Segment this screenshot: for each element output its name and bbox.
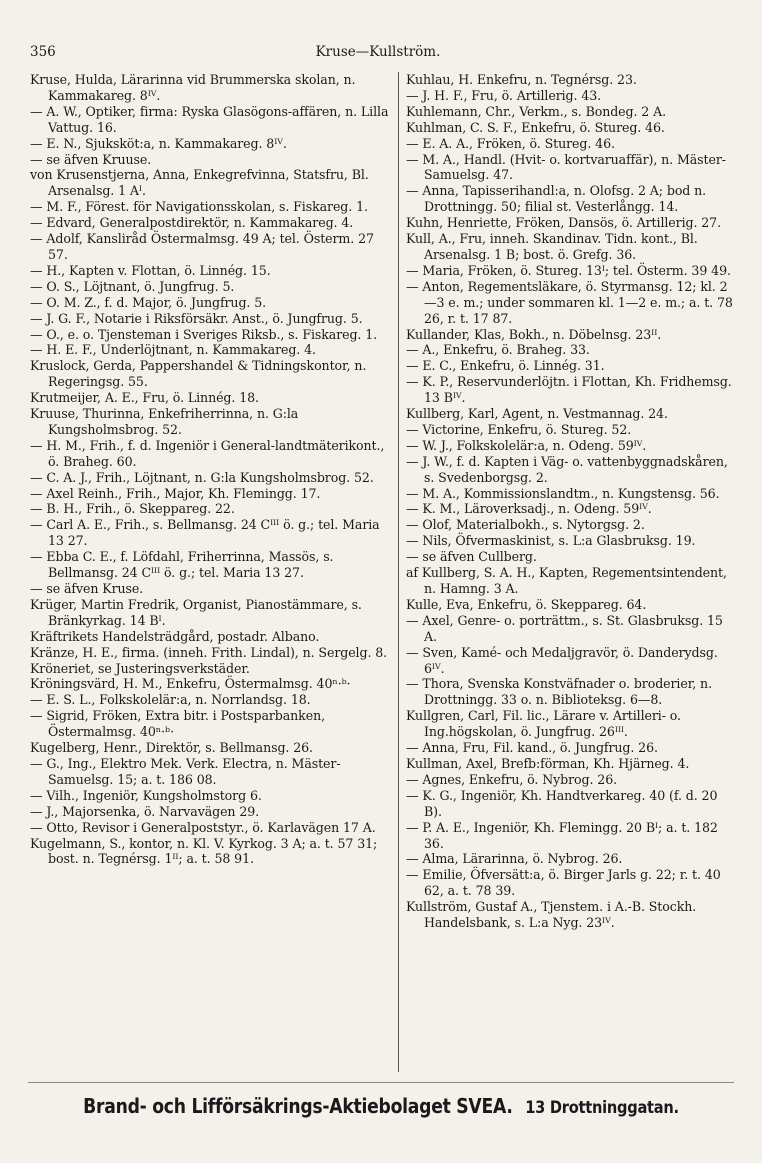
directory-entry: Krutmeijer, A. E., Fru, ö. Linnég. 18. <box>30 390 259 406</box>
column-divider <box>398 72 399 1072</box>
right-column <box>406 72 736 931</box>
directory-entry: — M. F., Förest. för Navigationsskolan, s. Fiskareg. 1. <box>30 199 368 215</box>
directory-entry: Kuhlman, C. S. F., Enkefru, ö. Stureg. 46. <box>406 119 665 135</box>
advertisement-address: 13 Drottninggatan. <box>525 1098 679 1118</box>
directory-entry: — A. W., Optiker, firma: Ryska Glasögons-affären, n. Lilla Vattug. 16. <box>30 103 389 135</box>
directory-entry: Kuhlemann, Chr., Verkm., s. Bondeg. 2 A. <box>406 103 667 119</box>
directory-entry: — Nils, Öfvermaskinist, s. L:a Glasbruksg. 19. <box>406 533 696 549</box>
directory-entry: — B. H., Frih., ö. Skeppareg. 22. <box>30 501 235 517</box>
directory-entry: — M. A., Kommissionslandtm., n. Kungstensg. 56. <box>406 485 720 501</box>
directory-entry: — Emilie, Öfversätt:a, ö. Birger Jarls g. 22; r. t. 40 62, a. t. 78 39. <box>406 867 721 899</box>
directory-entry: — A., Enkefru, ö. Braheg. 33. <box>406 342 590 358</box>
directory-entry: Kull, A., Fru, inneh. Skandinav. Tidn. kont., Bl. Arsenalsg. 1 B; bost. ö. Grefg. 36. <box>406 231 698 262</box>
directory-entry: Kugelberg, Henr., Direktör, s. Bellmansg. 26. <box>30 740 313 756</box>
directory-entry: — se äfven Cullberg. <box>406 549 537 565</box>
directory-entry: — J., Majorsenka, ö. Narvavägen 29. <box>30 803 260 819</box>
directory-entry: — Anna, Fru, Fil. kand., ö. Jungfrug. 26. <box>406 740 658 756</box>
directory-entry: — Victorine, Enkefru, ö. Stureg. 52. <box>406 421 632 437</box>
directory-entry: Kruse, Hulda, Lärarinna vid Brummerska skolan, n. Kammakareg. 8ᴵⱽ. <box>30 72 356 103</box>
advertisement-banner <box>53 1094 708 1118</box>
directory-entry: — Adolf, Kansliråd Östermalmsg. 49 A; tel. Österm. 27 57. <box>30 231 374 262</box>
directory-entry: — H. E. F., Underlöjtnant, n. Kammakareg. 4. <box>30 342 316 358</box>
directory-entry: Kulle, Eva, Enkefru, ö. Skeppareg. 64. <box>406 596 647 612</box>
directory-entry: — Thora, Svenska Konstväfnader o. broderier, n. Drottningg. 33 o. n. Biblioteksg. 6—8. <box>406 676 712 708</box>
directory-entry: — Olof, Materialbokh., s. Nytorgsg. 2. <box>406 517 645 533</box>
directory-entry: Kullgren, Carl, Fil. lic., Lärare v. Artilleri- o. Ing.högskolan, ö. Jungfrug. 26ᴵᴵᴵ. <box>406 708 681 740</box>
directory-entry: — Alma, Lärarinna, ö. Nybrog. 26. <box>406 851 623 867</box>
directory-entry: Kruslock, Gerda, Pappershandel & Tidningskontor, n. Regeringsg. 55. <box>30 358 367 390</box>
directory-entry: — E. C., Enkefru, ö. Linnég. 31. <box>406 358 605 374</box>
directory-entry: — Edvard, Generalpostdirektör, n. Kammakareg. 4. <box>30 215 354 231</box>
directory-entry: Kröningsvärd, H. M., Enkefru, Östermalmsg. 40ⁿ·ᵇ· <box>30 676 351 692</box>
directory-entry: — se äfven Kruse. <box>30 581 144 596</box>
directory-entry: — K. G., Ingeniör, Kh. Handtverkareg. 40 (f. d. 20 B). <box>406 787 718 819</box>
advertisement-company: Brand- och Lifförsäkrings-Aktiebolaget SVEA. <box>83 1094 513 1118</box>
directory-entry: Kräftrikets Handelsträdgård, postadr. Albano. <box>30 628 320 644</box>
directory-entry: — P. A. E., Ingeniör, Kh. Flemingg. 20 Bᴵ; a. t. 182 36. <box>406 819 718 851</box>
directory-entry: — J. W., f. d. Kapten i Väg- o. vattenbyggnadskåren, s. Svedenborgsg. 2. <box>406 453 728 485</box>
directory-entry: — K. P., Reservunderlöjtn. i Flottan, Kh. Fridhemsg. 13 Bᴵⱽ. <box>406 374 732 406</box>
directory-entry: — Axel, Genre- o. porträttm., s. St. Glasbruksg. 15 A. <box>406 612 723 644</box>
directory-entry: — E. N., Sjuksköt:a, n. Kammakareg. 8ᴵⱽ. <box>30 135 287 151</box>
advertisement-rule <box>28 1082 734 1083</box>
directory-entry: Kuhn, Henriette, Fröken, Dansös, ö. Artillerig. 27. <box>406 215 721 231</box>
directory-entry: af Kullberg, S. A. H., Kapten, Regementsintendent, n. Hamng. 3 A. <box>406 565 727 596</box>
directory-entry: — M. A., Handl. (Hvit- o. kortvaruaffär), n. Mäster-Samuelsg. 47. <box>406 151 726 183</box>
directory-entry: Kuhlau, H. Enkefru, n. Tegnérsg. 23. <box>406 72 637 87</box>
directory-entry: Kullström, Gustaf A., Tjenstem. i A.-B. Stockh. Handelsbank, s. L:a Nyg. 23ᴵⱽ. <box>406 899 697 931</box>
directory-entry: Kullander, Klas, Bokh., n. Döbelnsg. 23ᴵᴵ. <box>406 326 662 342</box>
directory-entry: — Sigrid, Fröken, Extra bitr. i Postsparbanken, Östermalmsg. 40ⁿ·ᵇ· <box>30 708 325 740</box>
directory-entry: Kruuse, Thurinna, Enkefriherrinna, n. G:la Kungsholmsbrog. 52. <box>30 406 299 437</box>
directory-entry: — Otto, Revisor i Generalpoststyr., ö. Karlavägen 17 A. <box>30 819 376 835</box>
running-head: Kruse—Kullström. <box>315 44 441 60</box>
directory-entry: — J. H. F., Fru, ö. Artillerig. 43. <box>406 87 602 103</box>
directory-entry: — O. M. Z., f. d. Major, ö. Jungfrug. 5. <box>30 294 267 310</box>
directory-entry: — Axel Reinh., Frih., Major, Kh. Flemingg. 17. <box>30 485 321 501</box>
directory-entry: — O. S., Löjtnant, ö. Jungfrug. 5. <box>30 278 235 294</box>
directory-entry: — Agnes, Enkefru, ö. Nybrog. 26. <box>406 771 618 787</box>
directory-entry: — H. M., Frih., f. d. Ingeniör i General-landtmäterikont., ö. Braheg. 60. <box>30 437 385 469</box>
directory-entry: — E. S. L., Folkskolelär:a, n. Norrlandsg. 18. <box>30 692 311 708</box>
directory-entry: von Krusenstjerna, Anna, Enkegrefvinna, Statsfru, Bl. Arsenalsg. 1 Aᴵ. <box>30 167 369 199</box>
directory-entry: — E. A. A., Fröken, ö. Stureg. 46. <box>406 135 615 151</box>
directory-entry: — G., Ing., Elektro Mek. Verk. Electra, n. Mäster-Samuelsg. 15; a. t. 186 08. <box>30 755 341 787</box>
directory-entry: — J. G. F., Notarie i Riksförsäkr. Anst., ö. Jungfrug. 5. <box>30 310 363 326</box>
directory-entry: — Sven, Kamé- och Medaljgravör, ö. Danderydsg. 6ᴵⱽ. <box>406 644 718 676</box>
page-header <box>30 44 726 64</box>
directory-entry: Kränze, H. E., firma. (inneh. Frith. Lindal), n. Sergelg. 8. <box>30 644 388 660</box>
directory-entry: — H., Kapten v. Flottan, ö. Linnég. 15. <box>30 262 271 278</box>
directory-entry: — W. J., Folkskolelär:a, n. Odeng. 59ᴵⱽ. <box>406 437 647 453</box>
directory-entry: — O., e. o. Tjensteman i Sveriges Riksb., s. Fiskareg. 1. <box>30 326 378 342</box>
directory-entry: — se äfven Kruuse. <box>30 151 152 167</box>
directory-entry: — Vilh., Ingeniör, Kungsholmstorg 6. <box>30 787 262 803</box>
directory-entry: Krüger, Martin Fredrik, Organist, Pianostämmare, s. Bränkyrkag. 14 Bᴵ. <box>30 596 362 628</box>
directory-entry: Kullberg, Karl, Agent, n. Vestmannag. 24. <box>406 406 668 422</box>
page-number: 356 <box>30 44 56 60</box>
directory-entry: — Ebba C. E., f. Löfdahl, Friherrinna, Massös, s. Bellmansg. 24 Cᴵᴵᴵ ö. g.; tel. Maria 13 27. <box>30 549 334 581</box>
left-column <box>30 72 392 867</box>
directory-entry: — Carl A. E., Frih., s. Bellmansg. 24 Cᴵᴵᴵ ö. g.; tel. Maria 13 27. <box>30 517 380 549</box>
directory-entry: — C. A. J., Frih., Löjtnant, n. G:la Kungsholmsbrog. 52. <box>30 469 374 485</box>
directory-entry: — K. M., Läroverksadj., n. Odeng. 59ᴵⱽ. <box>406 501 652 517</box>
directory-entry: — Maria, Fröken, ö. Stureg. 13ᴵ; tel. Österm. 39 49. <box>406 262 731 278</box>
directory-entry: Kullman, Axel, Brefb:förman, Kh. Hjärneg. 4. <box>406 755 690 771</box>
directory-entry: Kröneriet, se Justeringsverkstäder. <box>30 660 250 676</box>
directory-entry: — Anton, Regementsläkare, ö. Styrmansg. 12; kl. 2—3 e. m.; under sommaren kl. 1—2 e. m.; a. t. 78 26, r. t. 17 87. <box>406 278 733 326</box>
directory-entry: Kugelmann, S., kontor, n. Kl. V. Kyrkog. 3 A; a. t. 57 31; bost. n. Tegnérsg. 1ᴵᴵ; a. t. 58 91. <box>30 835 378 867</box>
directory-entry: — Anna, Tapisserihandl:a, n. Olofsg. 2 A; bod n. Drottningg. 50; filial st. Vesterlångg. 14. <box>406 183 707 215</box>
